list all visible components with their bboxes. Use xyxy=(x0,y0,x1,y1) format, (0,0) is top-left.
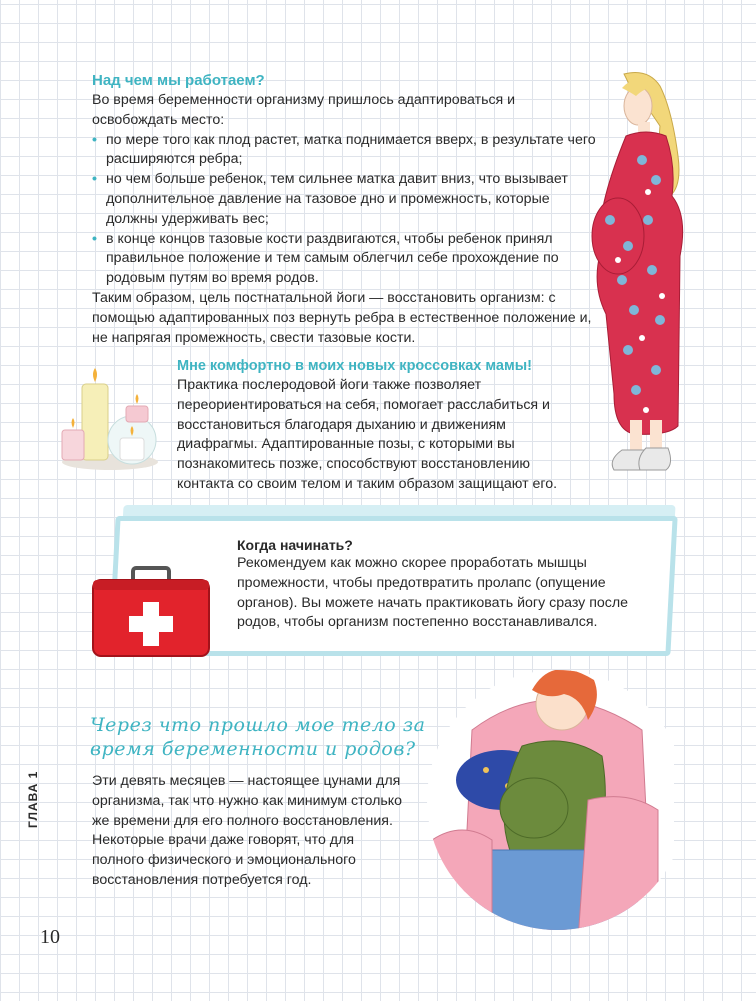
first-aid-kit-icon xyxy=(89,566,215,662)
chapter-label: ГЛАВА 1 xyxy=(26,770,40,828)
section-intro: Во время беременности организму пришлось адаптироваться и освобождать место: xyxy=(92,92,516,128)
list-item: • по мере того как плод растет, матка поднимается вверх, в результате чего расширяются ребра; xyxy=(92,131,602,171)
callout-title: Когда начинать? xyxy=(237,537,353,553)
candles-illustration xyxy=(56,366,164,476)
list-item: • в конце концов тазовые кости раздвигаются, чтобы ребенок принял правильное положение и тем самым облегчил себе прохождение по родовым путям во время родов. xyxy=(92,230,586,289)
section-comfortable-sneakers xyxy=(177,358,597,495)
list-item: • но чем больше ребенок, тем сильнее матка давит вниз, что вызывает дополнительное давление на тазовое дно и промежность, которые должны удерживать вес; xyxy=(92,170,602,229)
woman-in-armchair-illustration xyxy=(412,650,674,932)
section-heading: Над чем мы работаем? xyxy=(92,72,265,89)
section-body: Практика послеродовой йоги также позволяет переориентироваться на себя, помогает расслабиться и восстановиться благодаря дыханию и движениям диафрагмы. Адаптированные позы, с которыми вы познакомитесь позже, способствуют восстановлению контакта со своим телом и таким образом защищают его. xyxy=(177,377,558,492)
bullet-list xyxy=(92,131,602,289)
callout-body: Рекомендуем как можно скорее проработать мышцы промежности, чтобы предотвратить пролапс (опущение органов). Вы можете начать практиковать йогу сразу после родов, чтобы организм постепенно восстанавливался. xyxy=(237,555,629,631)
section-body-recovery: Эти девять месяцев — настоящее цунами для организма, так что нужно как минимум столько же времени для его полного восстановления. Некоторые врачи даже говорят, что для полного физического и эмоционального восстановления потребуется год. xyxy=(92,773,402,888)
section-heading: Мне комфортно в моих новых кроссовках мамы! xyxy=(177,358,532,374)
pregnant-woman-illustration xyxy=(582,70,697,490)
section-script-heading: Через что прошло мое тело за время беременности и родов? xyxy=(90,714,426,760)
page-number: 10 xyxy=(40,926,60,948)
section-conclusion: Таким образом, цель постнатальной йоги — восстановить организм: с помощью адаптированных поз вернуть ребра в естественное положение и, не напрягая промежность, свести тазовые кости. xyxy=(92,289,592,346)
section-what-we-work-on xyxy=(92,72,602,348)
callout-content xyxy=(237,537,642,633)
